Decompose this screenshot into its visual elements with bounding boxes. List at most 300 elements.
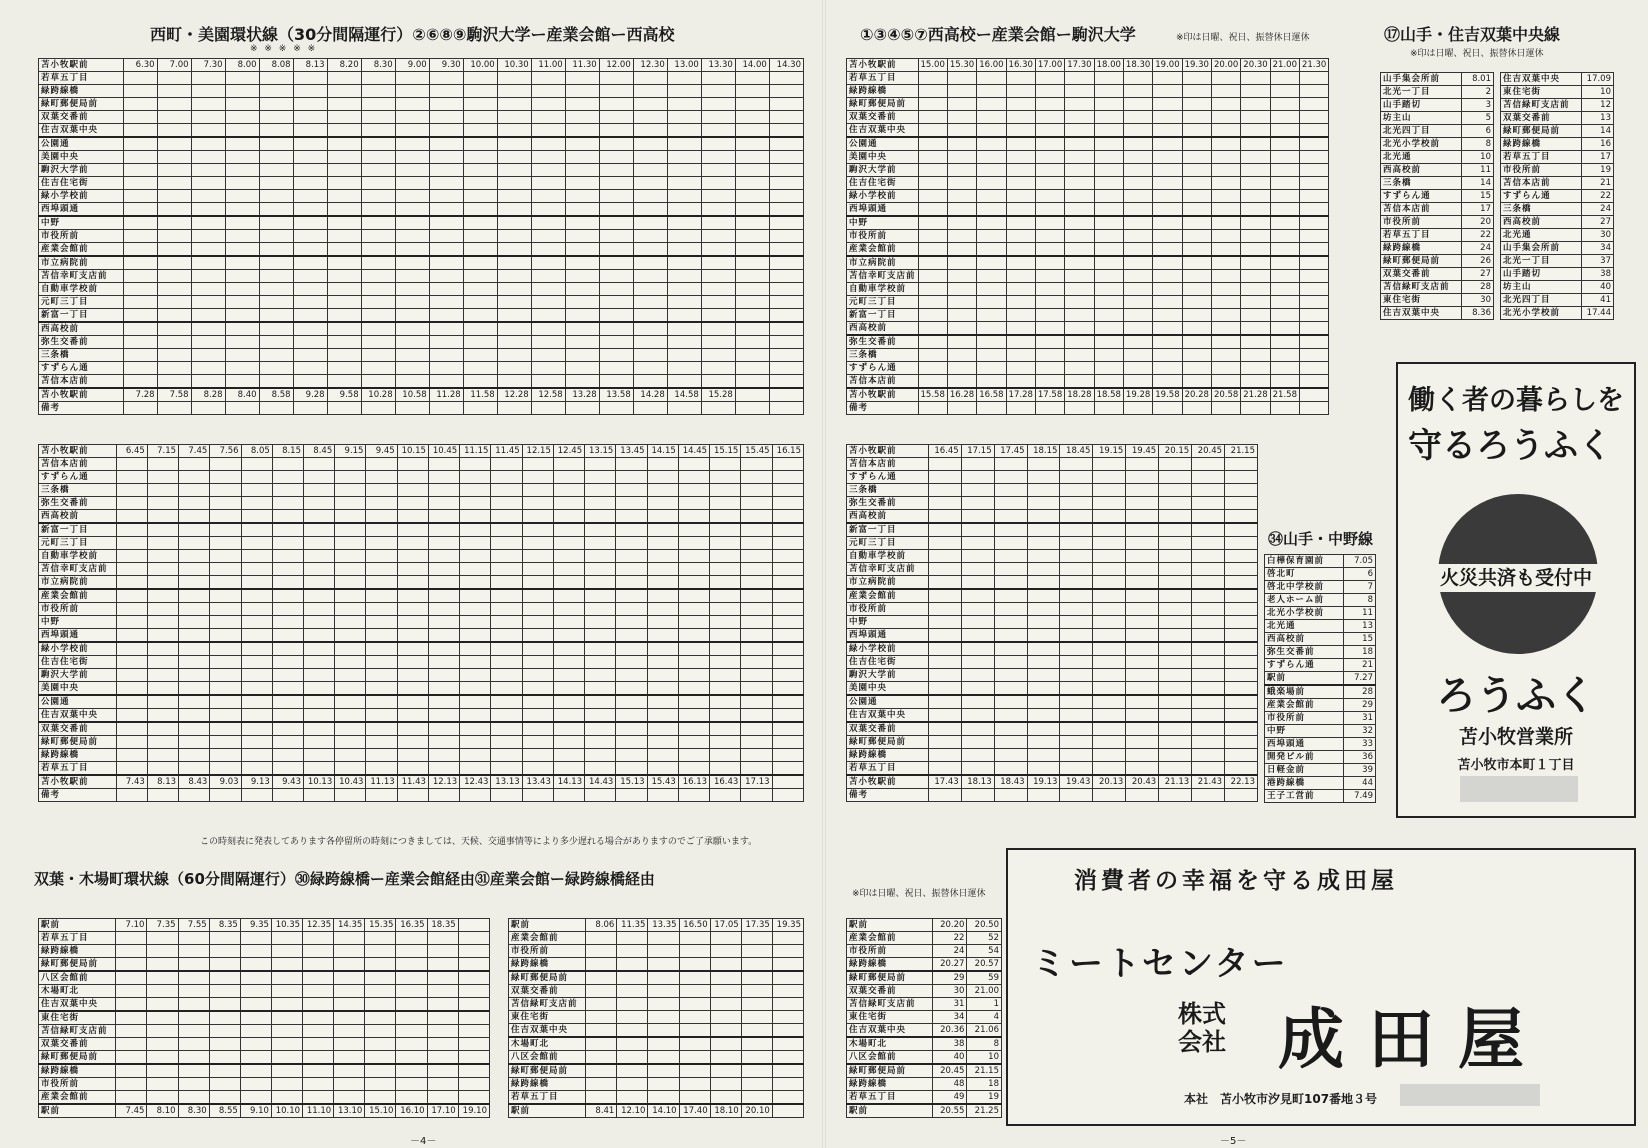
table-row	[1501, 151, 1614, 164]
time-cell	[1094, 296, 1123, 309]
stop-name: 市役所前	[847, 603, 929, 616]
time-cell	[647, 458, 678, 471]
stop-name: 港跨線橋	[1265, 777, 1344, 790]
route-futaba-night-note: ※印は日曜、祝日、振替休日運休	[852, 889, 986, 899]
table-row	[1381, 164, 1494, 177]
time-cell	[428, 484, 459, 497]
stop-name: 木場町北	[39, 985, 116, 998]
time-cell	[241, 722, 272, 736]
time-cell	[225, 164, 259, 177]
time-cell	[1035, 283, 1064, 296]
time-cell	[272, 484, 303, 497]
time-cell	[491, 682, 522, 696]
time-cell	[1153, 375, 1182, 389]
stop-name: 駒沢大学前	[847, 669, 929, 682]
time-cell	[428, 510, 459, 524]
remark-cell	[335, 789, 366, 802]
time-cell	[977, 230, 1006, 243]
time-cell	[947, 256, 976, 270]
time-cell	[191, 230, 225, 243]
stop-name: 苫信本店前	[1501, 177, 1582, 190]
time-cell	[918, 230, 947, 243]
time-cell	[241, 616, 272, 629]
time-cell	[701, 270, 735, 283]
time-cell	[396, 971, 427, 985]
time-cell	[735, 177, 769, 190]
table-row	[39, 945, 490, 958]
time-cell	[701, 336, 735, 349]
time-cell	[147, 616, 178, 629]
time-cell	[918, 322, 947, 336]
time-cell	[553, 550, 584, 563]
stop-name: 駒沢大学前	[39, 669, 117, 682]
time-cell	[427, 932, 458, 945]
time-cell	[617, 998, 648, 1011]
time-cell	[123, 336, 157, 349]
time-cell	[179, 722, 210, 736]
time-cell	[1159, 656, 1192, 669]
table-row	[847, 682, 1258, 696]
time-cell	[225, 177, 259, 190]
time-cell	[491, 510, 522, 524]
table-row	[847, 335, 1329, 349]
table-row	[847, 523, 1258, 537]
table-row	[39, 471, 804, 484]
table-row	[1381, 151, 1494, 164]
time-cell	[741, 1051, 772, 1065]
time-cell	[599, 322, 633, 336]
time-cell	[1065, 283, 1094, 296]
time-cell	[701, 98, 735, 111]
table-row	[509, 985, 804, 998]
time-cell	[772, 563, 803, 576]
time-cell	[678, 603, 709, 616]
time-cell	[918, 98, 947, 111]
remark-cell	[977, 402, 1006, 415]
time-cell	[918, 177, 947, 190]
time-cell	[463, 230, 497, 243]
table-row	[1381, 255, 1494, 268]
time-cell	[1299, 270, 1328, 283]
stop-name: 坊主山	[1381, 112, 1462, 125]
time-cell	[1225, 471, 1258, 484]
time-cell	[210, 497, 241, 510]
time-cell	[116, 629, 147, 643]
time-cell	[553, 682, 584, 696]
time-cell	[303, 932, 334, 945]
table-row	[1381, 125, 1494, 138]
time-cell	[366, 510, 397, 524]
time-cell	[585, 749, 616, 762]
time-cell: 17.35	[741, 919, 772, 932]
table-row	[39, 971, 490, 985]
time-cell	[497, 362, 531, 375]
time-cell	[240, 1038, 271, 1051]
table-row	[39, 775, 804, 789]
time-cell	[531, 137, 565, 151]
time-cell: 40	[1581, 281, 1613, 294]
time-cell	[178, 985, 209, 998]
time-cell	[157, 270, 191, 283]
time-cell	[667, 72, 701, 85]
time-cell	[463, 137, 497, 151]
stop-name: 三条橋	[1501, 203, 1582, 216]
time-cell	[565, 362, 599, 375]
time-cell	[1035, 216, 1064, 230]
time-cell	[1065, 151, 1094, 164]
time-cell	[1159, 563, 1192, 576]
time-cell	[463, 216, 497, 230]
time-cell	[1270, 137, 1299, 151]
time-cell: 16.28	[947, 388, 976, 402]
time-cell	[648, 985, 679, 998]
time-cell	[334, 945, 365, 958]
time-cell	[772, 736, 803, 749]
time-cell	[701, 151, 735, 164]
time-cell	[271, 1025, 302, 1038]
time-cell	[678, 682, 709, 696]
time-cell	[565, 164, 599, 177]
time-cell: 8.05	[241, 445, 272, 458]
remark-cell	[667, 402, 701, 415]
stop-name: 緑町郵便局前	[847, 1064, 933, 1078]
stop-name: 緑町郵便局前	[847, 98, 919, 111]
time-cell: 21.28	[1241, 388, 1270, 402]
stop-name: 市役所前	[39, 230, 124, 243]
stop-name: 木場町北	[847, 1037, 933, 1051]
time-cell	[147, 1051, 178, 1065]
time-cell	[361, 124, 395, 138]
time-cell	[522, 576, 553, 590]
table-row	[39, 616, 804, 629]
time-cell	[463, 164, 497, 177]
time-cell	[616, 656, 647, 669]
time-cell	[365, 1078, 396, 1091]
time-cell	[599, 283, 633, 296]
time-cell	[1270, 309, 1299, 322]
time-cell: 52	[967, 932, 1002, 945]
time-cell: 16.00	[977, 59, 1006, 72]
route-yamate-table-b	[1500, 72, 1614, 320]
time-cell	[116, 537, 147, 550]
time-cell: 17	[1461, 203, 1493, 216]
stop-name: すずらん通	[39, 471, 117, 484]
time-cell	[225, 256, 259, 270]
time-cell	[1182, 111, 1211, 124]
time-cell	[928, 603, 961, 616]
time-cell	[178, 1091, 209, 1105]
time-cell	[335, 458, 366, 471]
time-cell	[210, 682, 241, 696]
time-cell	[648, 932, 679, 945]
time-cell	[1123, 98, 1152, 111]
time-cell	[460, 471, 491, 484]
time-cell	[772, 537, 803, 550]
route-yamate-table-a	[1380, 72, 1494, 320]
time-cell	[1225, 669, 1258, 682]
time-cell	[429, 243, 463, 257]
time-cell	[735, 111, 769, 124]
time-cell	[1270, 335, 1299, 349]
time-cell	[259, 98, 293, 111]
time-cell	[335, 497, 366, 510]
time-cell	[1094, 98, 1123, 111]
time-cell: 54	[967, 945, 1002, 958]
time-cell	[460, 603, 491, 616]
time-cell	[225, 230, 259, 243]
time-cell: 14.10	[648, 1104, 679, 1118]
time-cell	[396, 932, 427, 945]
time-cell	[1241, 98, 1270, 111]
time-cell	[365, 985, 396, 998]
time-cell	[585, 736, 616, 749]
table-row	[509, 1104, 804, 1118]
stop-name: 緑町郵便局前	[39, 1051, 116, 1065]
remark-cell	[497, 402, 531, 415]
time-cell	[994, 709, 1027, 723]
time-cell	[565, 177, 599, 190]
table-row	[1381, 294, 1494, 307]
time-cell	[678, 537, 709, 550]
stop-name: 西高校前	[39, 322, 124, 336]
time-cell: 13.10	[334, 1104, 365, 1118]
time-cell	[710, 576, 741, 590]
table-row	[39, 709, 804, 723]
table-row	[847, 629, 1258, 643]
time-cell	[272, 629, 303, 643]
time-cell	[395, 270, 429, 283]
time-cell	[497, 375, 531, 389]
stop-name: すずらん通	[1381, 190, 1462, 203]
time-cell	[272, 695, 303, 709]
time-cell	[1192, 736, 1225, 749]
table-row	[847, 270, 1329, 283]
stop-name: 弥生交番前	[1265, 646, 1344, 659]
time-cell: 4	[967, 1011, 1002, 1024]
remark-cell	[428, 789, 459, 802]
time-cell	[599, 98, 633, 111]
time-cell	[667, 164, 701, 177]
time-cell	[428, 629, 459, 643]
page-number-right: －5－	[1220, 1136, 1247, 1147]
time-cell	[1192, 616, 1225, 629]
time-cell: 21.25	[967, 1104, 1002, 1118]
time-cell	[772, 484, 803, 497]
time-cell: 24	[1581, 203, 1613, 216]
time-cell	[553, 749, 584, 762]
time-cell	[240, 985, 271, 998]
remark-cell	[225, 402, 259, 415]
time-cell: 11.15	[460, 445, 491, 458]
time-cell: 14.35	[334, 919, 365, 932]
time-cell	[463, 243, 497, 257]
stop-name: 西埠頭通	[39, 629, 117, 643]
time-cell	[565, 216, 599, 230]
time-cell	[1192, 523, 1225, 537]
time-cell	[633, 322, 667, 336]
remark-cell	[599, 402, 633, 415]
time-cell	[1241, 375, 1270, 389]
time-cell	[531, 362, 565, 375]
time-cell	[977, 98, 1006, 111]
time-cell	[123, 85, 157, 98]
time-cell	[735, 98, 769, 111]
time-cell	[157, 243, 191, 257]
time-cell	[210, 749, 241, 762]
time-cell	[1159, 749, 1192, 762]
time-cell	[272, 537, 303, 550]
time-cell	[1006, 164, 1035, 177]
time-cell	[303, 1064, 334, 1078]
time-cell: 12.28	[497, 388, 531, 402]
time-cell	[304, 550, 335, 563]
time-cell	[1241, 309, 1270, 322]
time-cell	[1065, 349, 1094, 362]
time-cell	[1094, 322, 1123, 336]
time-cell: 7.27	[1344, 672, 1376, 686]
time-cell: 18.10	[710, 1104, 741, 1118]
time-cell	[241, 458, 272, 471]
time-cell	[1060, 669, 1093, 682]
time-cell	[191, 216, 225, 230]
time-cell	[429, 283, 463, 296]
time-cell	[225, 190, 259, 203]
time-cell	[772, 1051, 803, 1065]
time-cell	[397, 589, 428, 603]
time-cell	[772, 497, 803, 510]
time-cell	[928, 656, 961, 669]
time-cell	[553, 523, 584, 537]
time-cell	[1182, 230, 1211, 243]
stop-name: 老人ホーム前	[1265, 594, 1344, 607]
stop-name: 住吉双葉中央	[847, 1024, 933, 1038]
time-cell	[928, 669, 961, 682]
stop-name: 三条橋	[39, 349, 124, 362]
stop-name: 産業会館前	[509, 932, 586, 945]
time-cell	[961, 722, 994, 736]
time-cell	[599, 124, 633, 138]
time-cell	[994, 656, 1027, 669]
stop-name: 東住宅街	[39, 1011, 116, 1025]
time-cell	[741, 682, 772, 696]
table-row	[847, 375, 1329, 389]
time-cell	[191, 177, 225, 190]
time-cell: 8	[1461, 138, 1493, 151]
time-cell	[116, 998, 147, 1012]
table-row	[1265, 659, 1376, 672]
time-cell	[701, 111, 735, 124]
time-cell: 12.15	[522, 445, 553, 458]
time-cell	[586, 985, 617, 998]
time-cell	[497, 349, 531, 362]
time-cell	[157, 72, 191, 85]
time-cell	[1006, 243, 1035, 257]
table-row	[39, 322, 804, 336]
time-cell	[1006, 349, 1035, 362]
time-cell	[210, 484, 241, 497]
remark-cell	[1065, 402, 1094, 415]
time-cell	[710, 550, 741, 563]
stop-name: 新富一丁目	[847, 309, 919, 322]
time-cell	[335, 695, 366, 709]
time-cell	[928, 682, 961, 696]
time-cell	[1006, 362, 1035, 375]
stop-name: 元町三丁目	[39, 296, 124, 309]
time-cell	[769, 111, 803, 124]
time-cell	[648, 1078, 679, 1091]
time-cell	[585, 563, 616, 576]
table-row	[847, 349, 1329, 362]
stop-name: 若草五丁目	[39, 762, 117, 776]
time-cell	[259, 85, 293, 98]
time-cell	[191, 256, 225, 270]
time-cell	[741, 484, 772, 497]
time-cell	[1126, 629, 1159, 643]
time-cell	[147, 537, 178, 550]
time-cell	[585, 709, 616, 723]
time-cell: 18	[967, 1078, 1002, 1091]
time-cell	[293, 256, 327, 270]
time-cell	[994, 749, 1027, 762]
time-cell	[961, 523, 994, 537]
time-cell	[458, 1025, 489, 1038]
time-cell	[947, 296, 976, 309]
time-cell	[1153, 203, 1182, 217]
time-cell: 19.00	[1153, 59, 1182, 72]
time-cell	[147, 971, 178, 985]
time-cell	[395, 336, 429, 349]
table-row	[509, 1051, 804, 1065]
time-cell	[116, 682, 147, 696]
time-cell	[179, 576, 210, 590]
time-cell	[179, 749, 210, 762]
time-cell	[647, 736, 678, 749]
time-cell	[928, 497, 961, 510]
time-cell: 16	[1581, 138, 1613, 151]
time-cell	[701, 137, 735, 151]
time-cell	[428, 563, 459, 576]
stop-name: 産業会館前	[39, 589, 117, 603]
table-row	[847, 59, 1329, 72]
time-cell	[735, 362, 769, 375]
time-cell	[553, 656, 584, 669]
stop-name: 東住宅街	[847, 1011, 933, 1024]
stop-name: 緑跨線橋	[39, 945, 116, 958]
time-cell: 20.27	[932, 958, 967, 972]
time-cell	[772, 1091, 803, 1105]
time-cell: 16.13	[678, 775, 709, 789]
time-cell	[679, 985, 710, 998]
table-row	[1381, 203, 1494, 216]
time-cell	[1192, 458, 1225, 471]
time-cell	[361, 85, 395, 98]
time-cell	[366, 682, 397, 696]
stop-name: 双葉交番前	[39, 722, 117, 736]
time-cell	[616, 669, 647, 682]
time-cell	[271, 1091, 302, 1105]
stop-name: 住吉双葉中央	[39, 709, 117, 723]
time-cell	[1299, 111, 1328, 124]
time-cell	[633, 85, 667, 98]
time-cell	[1225, 762, 1258, 776]
time-cell	[271, 998, 302, 1012]
time-cell	[147, 722, 178, 736]
time-cell	[304, 695, 335, 709]
table-row	[847, 958, 1002, 972]
time-cell	[116, 458, 147, 471]
time-cell	[531, 296, 565, 309]
time-cell	[293, 349, 327, 362]
